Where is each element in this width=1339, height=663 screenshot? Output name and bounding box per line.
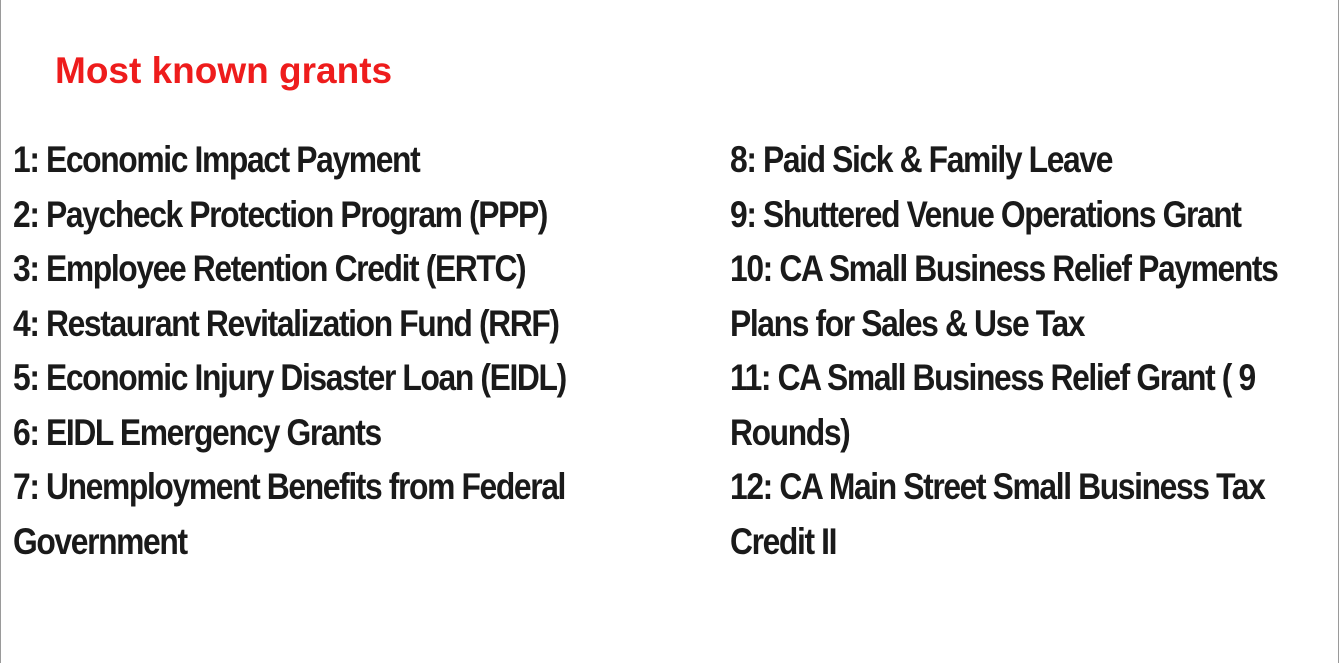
grants-list-left	[13, 133, 692, 569]
grant-item-7: 7: Unemployment Benefits from Federal Government	[13, 466, 566, 562]
grant-item-10: 10: CA Small Business Relief Payments Plans for Sales & Use Tax	[730, 248, 1278, 344]
grant-item-5: 5: Economic Injury Disaster Loan (EIDL)	[13, 357, 566, 398]
grant-item-11: 11: CA Small Business Relief Grant ( 9 Rounds)	[730, 357, 1255, 453]
grant-item-1: 1: Economic Impact Payment	[13, 139, 420, 180]
grants-list-right	[730, 133, 1332, 569]
grant-item-8: 8: Paid Sick & Family Leave	[730, 139, 1113, 180]
grant-item-9: 9: Shuttered Venue Operations Grant	[730, 193, 1241, 235]
grant-item-3: 3: Employee Retention Credit (ERTC)	[13, 248, 526, 289]
grant-item-2: 2: Paycheck Protection Program (PPP)	[13, 193, 548, 235]
grant-item-12: 12: CA Main Street Small Business Tax Credit II	[730, 466, 1265, 562]
grant-item-6: 6: EIDL Emergency Grants	[13, 411, 381, 453]
grant-item-4: 4: Restaurant Revitalization Fund (RRF)	[13, 302, 559, 344]
slide-title: Most known grants	[55, 50, 393, 91]
